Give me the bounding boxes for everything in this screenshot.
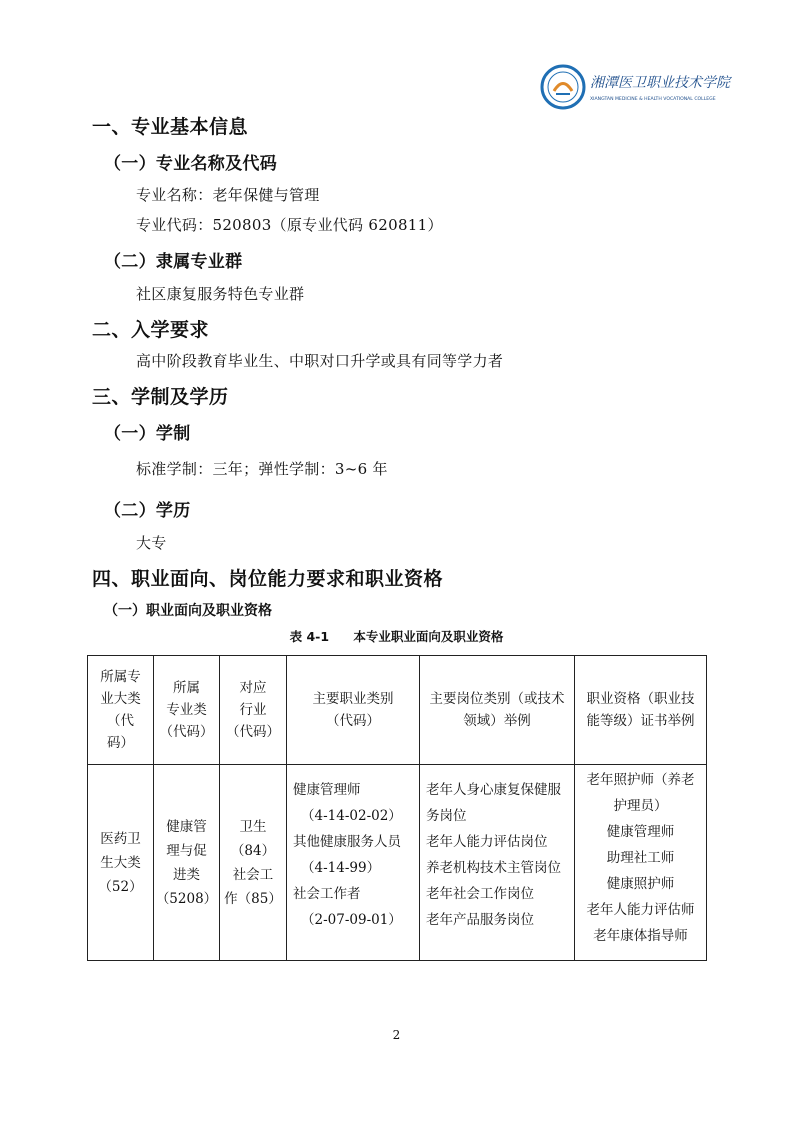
table-caption-number: 表 4-1 — [289, 629, 330, 644]
cell-certificates: 老年照护师（养老 护理员） 健康管理师 助理社工师 健康照护师 老年人能力评估师 老年康体指导师 — [575, 765, 707, 961]
college-logo — [540, 64, 730, 110]
header-major-category: 所属专 业大类 （代 码） — [88, 656, 154, 765]
major-code-line: 专业代码：520803（原专业代码 620811） — [136, 216, 443, 234]
header-positions: 主要岗位类别（或技术 领域）举例 — [420, 656, 575, 765]
section-2-heading: 二、入学要求 — [92, 319, 210, 341]
college-logo-emblem — [540, 64, 730, 110]
cell-industry: 卫生 （84） 社会工 作（85） — [220, 765, 287, 961]
cell-major-category: 医药卫 生大类 （52） — [88, 765, 154, 961]
career-table — [87, 655, 707, 961]
table-row — [88, 765, 707, 961]
page-number: 2 — [392, 1028, 401, 1042]
table-header-row — [88, 656, 707, 765]
section-4-heading: 四、职业面向、岗位能力要求和职业资格 — [92, 568, 444, 590]
table-caption — [0, 627, 793, 645]
major-name-line: 专业名称：老年保健与管理 — [136, 186, 320, 204]
logo-text: 湘潭医卫职业技术学院 — [590, 75, 730, 91]
header-industry: 对应 行业 （代码） — [220, 656, 287, 765]
admission-text: 高中阶段教育毕业生、中职对口升学或具有同等学力者 — [136, 352, 504, 370]
section-4-1-heading: （一）职业面向及职业资格 — [104, 603, 272, 619]
major-group-text: 社区康复服务特色专业群 — [136, 285, 305, 303]
duration-text: 标准学制：三年；弹性学制：3~6 年 — [136, 460, 388, 478]
section-1-2-heading: （二）隶属专业群 — [104, 252, 243, 272]
cell-positions: 老年人身心康复保健服 务岗位 老年人能力评估岗位 养老机构技术主管岗位 老年社会工作岗位 老年产品服务岗位 — [420, 765, 575, 961]
cell-occupations: 健康管理师 （4-14-02-02） 其他健康服务人员 （4-14-99） 社会工作者 （2-07-09-01） — [287, 765, 420, 961]
cell-major-class: 健康管 理与促 进类 （5208） — [154, 765, 220, 961]
header-major-class: 所属 专业类 （代码） — [154, 656, 220, 765]
logo-subtext: XIANGTAN MEDICINE & HEALTH VOCATIONAL COLLEGE — [590, 97, 716, 102]
header-occupations: 主要职业类别 （代码） — [287, 656, 420, 765]
degree-text: 大专 — [136, 534, 167, 552]
section-1-1-heading: （一）专业名称及代码 — [104, 154, 277, 174]
header-certificates: 职业资格（职业技 能等级）证书举例 — [575, 656, 707, 765]
section-3-1-heading: （一）学制 — [104, 424, 191, 444]
section-3-heading: 三、学制及学历 — [92, 386, 229, 408]
section-3-2-heading: （二）学历 — [104, 501, 191, 521]
table-caption-title: 本专业职业面向及职业资格 — [353, 629, 504, 644]
section-1-heading: 一、专业基本信息 — [92, 116, 249, 138]
